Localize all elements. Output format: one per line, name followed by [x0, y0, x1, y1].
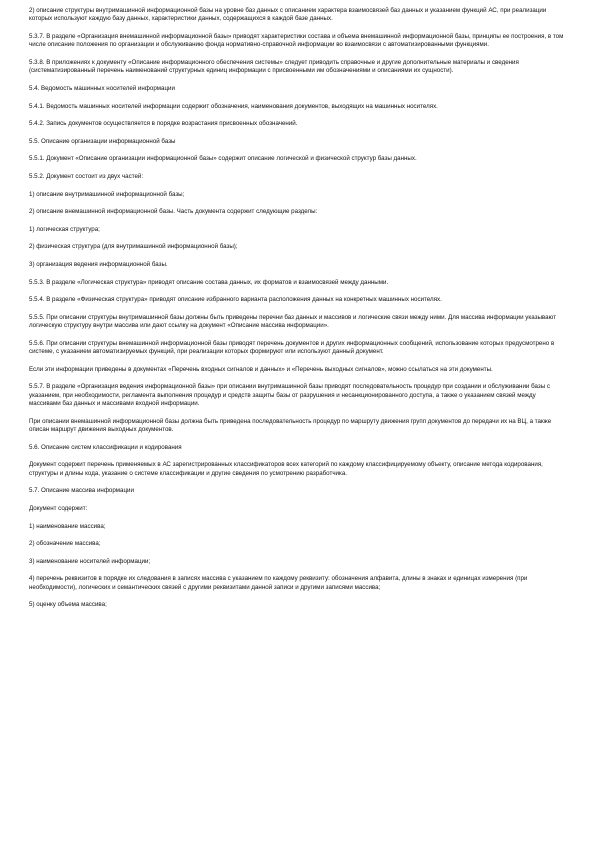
paragraph-5-4-1: 5.4.1. Ведомость машинных носителей информации содержит обозначения, наименования документов, выходящих на машинных носителях.: [29, 102, 438, 110]
paragraph-item-list-2: 2) описание структуры внутримашинной информационной базы на уровне баз данных с описанием характера взаимосвязей баз данных и указанием функций АС, при реализации которых используют каждую базу данных, характеристики данных, содержащихся в каждой базе данных.: [29, 7, 547, 23]
paragraph-classifiers: Документ содержит перечень применяемых в АС зарегистрированных классификаторов всех категорий по каждому классифицируемому объекту, описание метода кодирования, структуры и длины кода, указание о системе классификации и другие сведения по усмотрению разработчика.: [29, 461, 543, 477]
paragraph-5-5-2: 5.5.2. Документ состоит из двух частей:: [29, 172, 144, 180]
list-item: 3) наименование носителей информации;: [29, 557, 151, 565]
section-heading-5-6: 5.6. Описание систем классификации и кодирования: [29, 443, 182, 451]
paragraph-5-3-8: 5.3.8. В приложениях к документу «Описание информационного обеспечения системы» следует приводить справочные и другие дополнительные материалы и сведения (систематизированный перечень наименований структурных единиц информации с присвоенными им обозначениями и описаниями их сущности).: [29, 59, 519, 75]
paragraph-5-5-6: 5.5.6. При описании структуры внемашинной информационной базы приводят перечень документов и других информационных сообщений, использование которых предусмотрено в системе, с указанием автоматизируемых функций, при реализации которых формируют или используют данный документ.: [29, 339, 555, 356]
paragraph-external-base: При описании внемашинной информационной базы должна быть приведена последовательность процедур по маршруту движения групп документов до передачи их на ВЦ, а также описан маршрут движения выходных документов.: [29, 417, 552, 434]
paragraph-5-5-3: 5.5.3. В разделе «Логическая структура» приводят описание состава данных, их форматов и взаимосвязей между данными.: [29, 278, 389, 286]
paragraph-5-5-7: 5.5.7. В разделе «Организация ведения информационной базы» при описании внутримашинной базы приводят последовательность процедур при создании и обслуживании базы с указанием, при необходимости, регламента выполнения процедур и средств защиты базы от разрушения и несанкционированного доступа, а также о указанием связей между массивами баз данных и массивами входной информации.: [29, 383, 550, 408]
paragraph-5-3-7: 5.3.7. В разделе «Организация внемашинной информационной базы» приводят характеристики состава и объема внемашинной информационной базы, принципы ее построения, в том числе описание положения по организации и обслуживанию фонда нормативно-справочной информации во взаимосвязи с автоматизированными функциями.: [29, 33, 564, 49]
list-item: 5) оценку объема массива;: [29, 601, 107, 609]
list-item: 2) обозначение массива;: [29, 540, 101, 548]
list-item: 2) описание внемашинной информационной базы. Часть документа содержит следующие разделы:: [29, 208, 318, 216]
list-item: 1) описание внутримашинной информационной базы;: [29, 190, 185, 198]
paragraph-contents-intro: Документ содержит:: [29, 504, 88, 512]
paragraph-5-5-1: 5.5.1. Документ «Описание организации информационной базы» содержит описание логической и физической структур базы данных.: [29, 155, 417, 163]
section-heading-5-4: 5.4. Ведомость машинных носителей информации: [29, 85, 175, 92]
list-item: 4) перечень реквизитов в порядке их следования в записях массива с указанием по каждому реквизиту: обозначения алфавита, длины в знаках и единицах измерения (при необходимости), логических и семантических связей с другими реквизитами данной записи и другими записями массива;: [29, 575, 528, 591]
section-heading-5-5: 5.5. Описание организации информационной базы: [29, 137, 176, 145]
paragraph-5-5-4: 5.5.4. В разделе «Физическая структура» приводят описание избранного варианта расположения данных на конкретных машинных носителях.: [29, 296, 442, 304]
list-item: 2) физическая структура (для внутримашинной информационной базы);: [29, 243, 238, 251]
section-heading-5-7: 5.7. Описание массива информации: [29, 487, 134, 495]
paragraph-5-5-5: 5.5.5. При описании структуры внутримашинной базы должны быть приведены перечни баз данных и массивов и логические связи между ними. Для массива информации указывают логическую структуру внутри массива или дают ссылку на документ «Описание массива информации».: [29, 313, 556, 330]
paragraph-5-4-2: 5.4.2. Запись документов осуществляется в порядке возрастания присвоенных обозначений.: [29, 120, 298, 128]
list-item: 3) организация ведения информационной базы.: [29, 260, 168, 268]
list-item: 1) наименование массива;: [29, 522, 106, 530]
list-item: 1) логическая структура;: [29, 225, 100, 233]
paragraph-reference-note: Если эти информации приведены в документах «Перечень входных сигналов и данных» и «Перечень выходных сигналов», можно ссылаться на эти документы.: [29, 365, 493, 373]
